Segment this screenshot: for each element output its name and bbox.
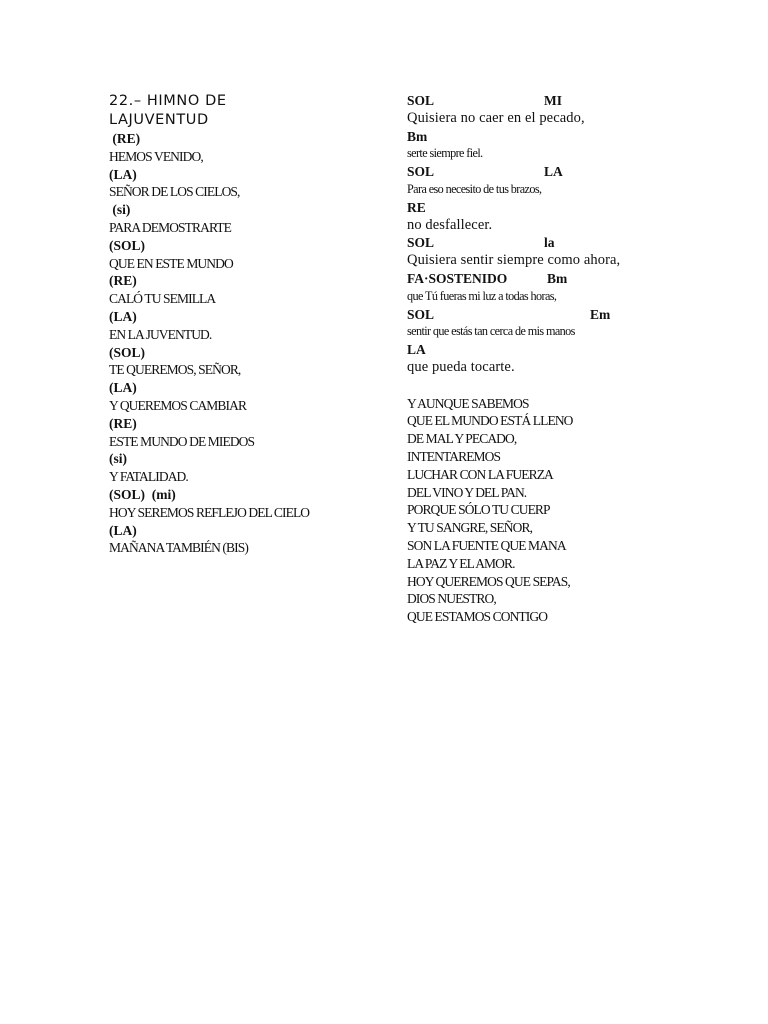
chord-first: SOL [407,164,435,180]
lyric-line: LA PAZ Y EL AMOR. [407,555,515,571]
chord-second: MI [544,93,562,108]
lyric-line: que pueda tocarte. [407,358,515,375]
chord-line [407,92,707,110]
lyric-line: PARA DEMOSTRARTE [109,219,231,235]
lyric-line: HEMOS VENIDO, [109,148,203,164]
right-lyrics-block [407,92,707,626]
chord-line: RE [407,199,426,215]
stanza-gap [407,377,707,395]
chord-first: SOL [407,306,435,322]
lyric-line: MAÑANA TAMBIÉN (BIS) [109,540,248,556]
lyric-line: sentir que estás tan cerca de mis manos [407,324,575,339]
chord-first: FA·SOSTENIDO [407,270,508,286]
chord-line [407,234,707,252]
lyric-line: no desfallecer. [407,216,493,233]
chord-first: SOL [407,235,435,251]
lyric-line: que Tú fueras mi luz a todas horas, [407,288,557,303]
lyric-line: DE MAL Y PECADO, [407,431,517,447]
chord-line: (si) [109,202,131,218]
song-title-line-2: LAJUVENTUD [109,112,209,128]
chord-line: (RE) [109,273,137,289]
chord-line: (LA) [109,166,137,182]
chord-second: Bm [547,270,568,286]
chord-line: (SOL) (mi) [109,486,176,502]
left-lyrics-block [109,130,394,557]
lyric-line: Y AUNQUE SABEMOS [407,395,529,411]
chord-line: (SOL) [109,237,146,253]
song-title-line-1: 22.– HIMNO DE [109,93,227,109]
lyric-line: CALÓ TU SEMILLA [109,291,216,307]
left-column [109,92,394,557]
chord-line [407,306,707,324]
lyric-line: Y QUEREMOS CAMBIAR [109,397,247,413]
lyric-line: ESTE MUNDO DE MIEDOS [109,433,255,449]
song-title [109,92,394,130]
lyric-line: EN LA JUVENTUD. [109,326,212,342]
lyric-line: Y TU SANGRE, SEÑOR, [407,520,533,536]
chord-line: (LA) [109,380,137,396]
chord-line: (RE) [109,131,141,146]
chord-line: (LA) [109,522,137,538]
lyric-line: TE QUEREMOS, SEÑOR, [109,362,241,378]
lyric-line: serte siempre fiel. [407,146,483,161]
lyric-line: HOY SEREMOS REFLEJO DEL CIELO [109,504,310,520]
right-column [407,92,707,626]
chord-line [407,163,707,181]
lyric-line: DEL VINO Y DEL PAN. [407,484,527,500]
lyric-line: SEÑOR DE LOS CIELOS, [109,184,240,200]
chord-first: SOL [407,93,435,108]
chord-line: (LA) [109,308,137,324]
chord-line [407,270,707,288]
chord-line: (SOL) [109,344,146,360]
chord-line: Bm [407,128,428,144]
lyric-line: INTENTAREMOS [407,448,501,464]
lyric-line: PORQUE SÓLO TU CUERP [407,502,550,518]
lyric-line: QUE EL MUNDO ESTÁ LLENO [407,413,573,429]
chord-second: LA [544,164,563,180]
lyric-line: Quisiera no caer en el pecado, [407,109,585,126]
lyric-line: QUE ESTAMOS CONTIGO [407,609,548,625]
lyric-line: SON LA FUENTE QUE MANA [407,537,566,553]
lyric-line: HOY QUEREMOS QUE SEPAS, [407,573,570,589]
lyric-line: QUE EN ESTE MUNDO [109,255,233,271]
lyric-line: Para eso necesito de tus brazos, [407,181,542,196]
lyric-line: Quisiera sentir siempre como ahora, [407,252,621,269]
lyric-line: Y FATALIDAD. [109,469,188,485]
chord-line: LA [407,342,426,358]
lyric-line: DIOS NUESTRO, [407,591,496,607]
chord-second: Em [590,306,611,322]
lyric-line: LUCHAR CON LA FUERZA [407,466,553,482]
chord-line: (RE) [109,415,137,431]
chord-second: la [544,235,555,251]
chord-line: (si) [109,451,127,467]
